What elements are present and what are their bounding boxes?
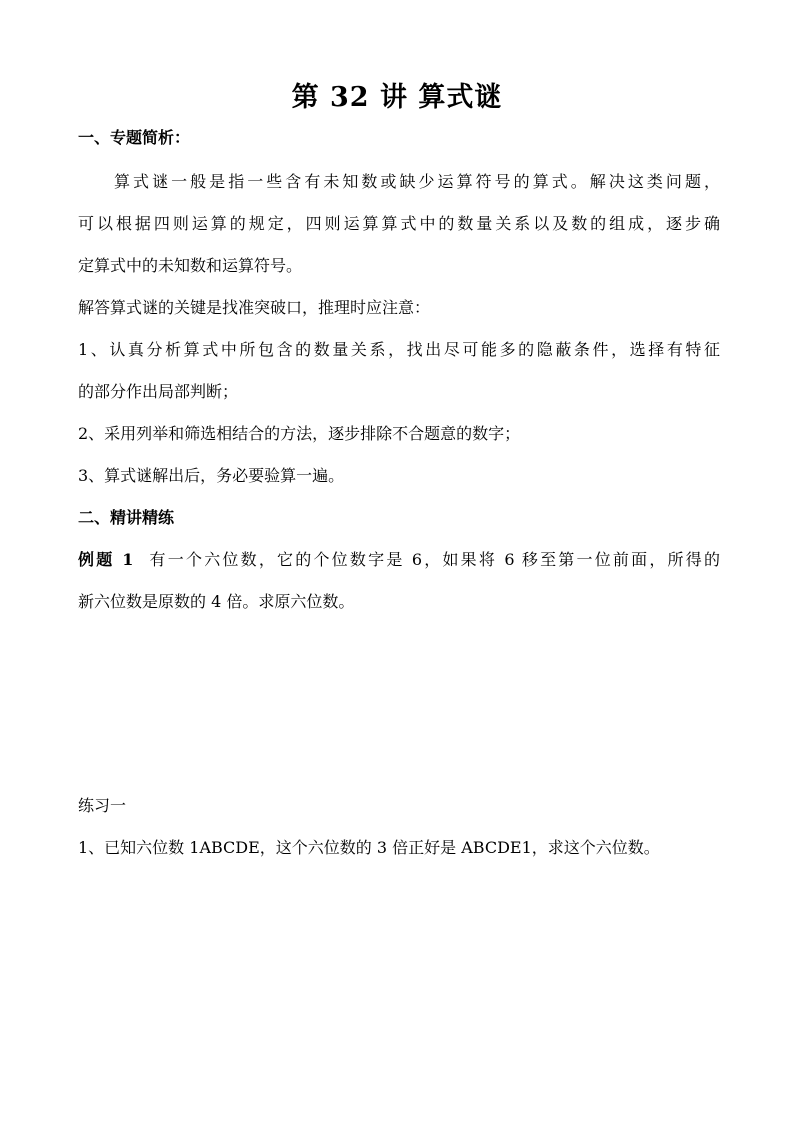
intro-line-1: 算式谜一般是指一些含有未知数或缺少运算符号的算式。解决这类问题， [114, 172, 720, 191]
exercise-item-1: 1、已知六位数 1ABCDE，这个六位数的 3 倍正好是 ABCDE1，求这个六位数。 [78, 838, 660, 857]
example1-line-2: 新六位数是原数的 4 倍。求原六位数。 [78, 592, 355, 611]
section2-heading: 二、精讲精练 [78, 508, 175, 527]
page-title: 第 32 讲 算式谜 [291, 82, 503, 113]
example1-label: 例题 1 [78, 550, 134, 569]
point-1-line-2: 的部分作出局部判断； [78, 382, 239, 401]
key-line: 解答算式谜的关键是找准突破口，推理时应注意： [78, 298, 431, 317]
point-3: 3、算式谜解出后，务必要验算一遍。 [78, 466, 345, 485]
section1-heading: 一、专题简析： [78, 128, 191, 147]
exercise-heading: 练习一 [78, 796, 127, 815]
intro-line-3: 定算式中的未知数和运算符号。 [78, 256, 303, 275]
point-2: 2、采用列举和筛选相结合的方法，逐步排除不合题意的数字； [78, 424, 521, 443]
intro-line-2: 可以根据四则运算的规定，四则运算算式中的数量关系以及数的组成，逐步确 [78, 214, 720, 233]
point-1-line-1: 1、认真分析算式中所包含的数量关系，找出尽可能多的隐蔽条件，选择有特征 [78, 340, 720, 359]
example1-text-1: 有一个六位数，它的个位数字是 6，如果将 6 移至第一位前面，所得的 [147, 550, 720, 569]
example1-line-1 [78, 548, 720, 572]
